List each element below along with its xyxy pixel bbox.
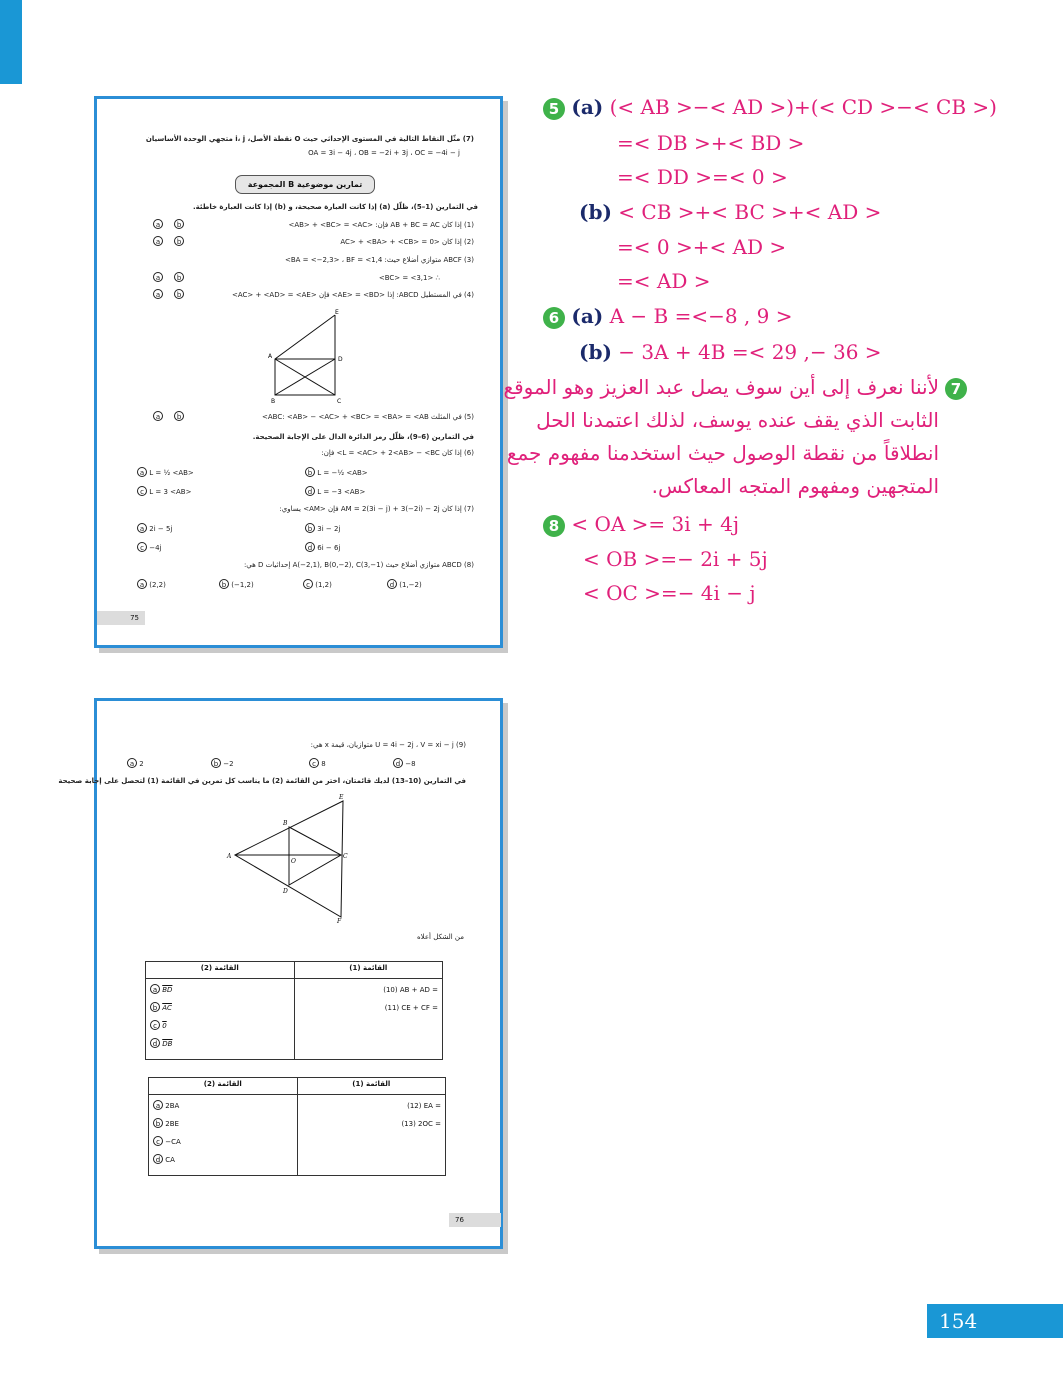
badge-5: 5 (543, 98, 565, 120)
solution-8b: < OB >=− 2i + 5j (583, 547, 768, 571)
q7-line2: OA = 3i − 4j ، OB = −2i + 3j ، OC = −4i − j (308, 149, 460, 157)
q7-option-c[interactable]: c −4j (137, 542, 162, 552)
statement-5: (5) في المثلث ABC: <AB> − <AC> + <BC> = <BA> = <AB> (262, 413, 474, 421)
svg-text:O: O (291, 858, 296, 865)
solution-5b-line3: =< AD > (617, 269, 711, 293)
page-number-75: 75 (97, 611, 145, 625)
svg-text:D: D (283, 888, 288, 895)
solution-5a-line3: =< DD >=< 0 > (617, 165, 788, 189)
svg-text:C: C (343, 853, 348, 860)
statement-3b: ∴ <BC> = <3,1> (378, 274, 440, 282)
table1-list1-header: القائمة (1) (294, 962, 443, 979)
answer-circles-1[interactable]: a b (153, 219, 184, 229)
solution-6a: 6 (a) A − B =<−8 , 9 > (543, 304, 793, 329)
q7-option-a[interactable]: a 2i − 5j (137, 523, 172, 533)
t1-row-10: (10) AB + AD = (383, 986, 438, 994)
badge-6: 6 (543, 307, 565, 329)
q8-option-b[interactable]: b (−1,2) (219, 579, 254, 589)
solution-7-line3: انطلاقاً من نقطة الوصول حيث استخدمنا مفهوم جمع (506, 441, 939, 465)
t2-option-b[interactable]: b 2BE (153, 1115, 293, 1133)
q7-line1: (7) مثّل النقاط التالية في المستوى الإحداثي حيث O نقطة الأصل، i، j متجهي الوحدة الأساسيان (145, 135, 474, 143)
badge-8: 8 (543, 515, 565, 537)
solution-5a-line2: =< DB >+< BD > (617, 131, 805, 155)
statement-1: (1) إذا كان AB + BC = AC فإن: <AB> + <BC> = <AC> (288, 221, 474, 229)
q7-option-d[interactable]: d 6i − 6j (305, 542, 340, 552)
svg-text:E: E (335, 309, 339, 316)
thumbnail-page-75 (94, 96, 503, 648)
solution-6b: (b) − 3A + 4B =< 29 ,− 36 > (579, 340, 882, 364)
solution-7-line4: المتجهين ومفهوم المتجه المعاكس. (651, 474, 939, 498)
question-6: (6) إذا كان L = <AC> + 2<AB> − <BC> فإن: (321, 449, 474, 457)
triangle-figure (225, 793, 355, 923)
t2-option-a[interactable]: a 2BA (153, 1097, 293, 1115)
table2-list2-header: القائمة (2) (149, 1078, 298, 1095)
q6-option-a[interactable]: a L = ½ <AB> (137, 467, 194, 477)
t1-option-d[interactable]: d $\overline{DB}$ (150, 1035, 290, 1053)
corner-tab (0, 0, 22, 84)
q9-option-d[interactable]: d −8 (393, 758, 416, 768)
svg-text:A: A (268, 353, 273, 360)
matching-table-2 (148, 1077, 446, 1176)
t1-option-b[interactable]: b $\overline{AC}$ (150, 999, 290, 1017)
t1-row-11: (11) CE + CF = (384, 1004, 438, 1012)
q8-option-c[interactable]: c (1,2) (303, 579, 332, 589)
solution-5a-line1: 5 (a) (< AB >−< AD >)+(< CD >−< CB >) (543, 95, 997, 120)
matching-table-1 (145, 961, 443, 1060)
svg-text:E: E (339, 794, 344, 801)
table2-list1-header: القائمة (1) (297, 1078, 446, 1095)
t1-option-a[interactable]: a $\overline{BD}$ (150, 981, 290, 999)
solution-8c: < OC >=− 4i − j (583, 581, 756, 605)
t2-row-13: (13) 2OC = (401, 1120, 441, 1128)
answer-circles-4[interactable]: a b (153, 289, 184, 299)
solution-8a: 8 < OA >= 3i + 4j (543, 512, 739, 537)
svg-text:C: C (337, 398, 342, 405)
page-number: 154 (927, 1304, 1063, 1338)
svg-text:F: F (337, 918, 342, 923)
thumbnail-page-76 (58, 698, 503, 1249)
statement-4: (4) في المستطيل ABCD: إذا <AE> = <BD> فإن <AC> + <AD> = <AE> (231, 291, 474, 299)
q8-option-a[interactable]: a (2,2) (137, 579, 166, 589)
answer-circles-2[interactable]: a b (153, 236, 184, 246)
instruction-2: في التمارين (6–9)، ظلّل رمز الدائرة الدال على الإجابة الصحيحة. (252, 433, 474, 441)
page-number-76: 76 (449, 1213, 501, 1227)
badge-7: 7 (945, 378, 967, 400)
group-title: المجموعة B تمارين موضوعية (235, 175, 375, 194)
answer-circles-3[interactable]: a b (153, 272, 184, 282)
t1-option-c[interactable]: c 0 (150, 1017, 290, 1035)
solution-5b-line1: (b) < CB >+< BC >+< AD > (579, 200, 882, 224)
svg-text:B: B (271, 398, 276, 405)
t2-row-12: (12) EA = (407, 1102, 441, 1110)
q9-option-a[interactable]: a 2 (127, 758, 144, 768)
q9-option-b[interactable]: b −2 (211, 758, 234, 768)
question-7b: (7) إذا كان AM = 2(3i − j) + 3(−2i) − 2j فإن <AM> يساوي: (279, 505, 474, 513)
solution-7-line1: لأننا نعرف إلى أين سوف يصل عبد العزيز وهو الموقع (503, 375, 939, 399)
svg-text:A: A (227, 853, 232, 860)
t2-option-d[interactable]: d CA (153, 1151, 293, 1169)
svg-text:B: B (283, 820, 288, 827)
statement-3: (3) ABCF متوازي أضلاع حيث: BA = <−2,3> ، BF = <1,4> (284, 256, 474, 264)
instruction-10-13: في التمارين (10–13) لديك قائمتان، اختر من القائمة (2) ما يناسب كل تمرين في القائمة (1) لتحصل على إجابة صحيحة (58, 777, 466, 785)
instruction-1: في التمارين (1–5)، ظلّل (a) إذا كانت العبارة صحيحة، و (b) إذا كانت العبارة خاطئة. (192, 203, 478, 211)
solution-7-line2: الثابت الذي يقف عنده يوسف، لذلك اعتمدنا الحل (536, 408, 939, 432)
answer-circles-5[interactable]: a b (153, 411, 184, 421)
q8-option-d[interactable]: d (1,−2) (387, 579, 422, 589)
t2-option-c[interactable]: c −CA (153, 1133, 293, 1151)
statement-2: (2) إذا كان <AC> + <BA> + <CB> = 0 (340, 238, 474, 246)
q7-option-b[interactable]: b 3i − 2j (305, 523, 340, 533)
table1-list2-header: القائمة (2) (146, 962, 295, 979)
solution-5b-line2: =< 0 >+< AD > (617, 235, 787, 259)
q6-option-b[interactable]: b L = −½ <AB> (305, 467, 368, 477)
rectangle-figure (265, 307, 355, 405)
svg-text:D: D (338, 356, 343, 363)
from-figure-note: من الشكل أعلاه (417, 933, 464, 941)
q9-option-c[interactable]: c 8 (309, 758, 326, 768)
question-9: (9) U = 4i − 2j ، V = xi − j متوازيان، قيمة x هي: (310, 741, 466, 749)
question-8: (8) ABCD متوازي أضلاع حيث A(−2,1), B(0,−2), C(3,−1) إحداثيات D هي: (243, 561, 474, 569)
q6-option-c[interactable]: c L = 3 <AB> (137, 486, 191, 496)
q6-option-d[interactable]: d L = −3 <AB> (305, 486, 365, 496)
